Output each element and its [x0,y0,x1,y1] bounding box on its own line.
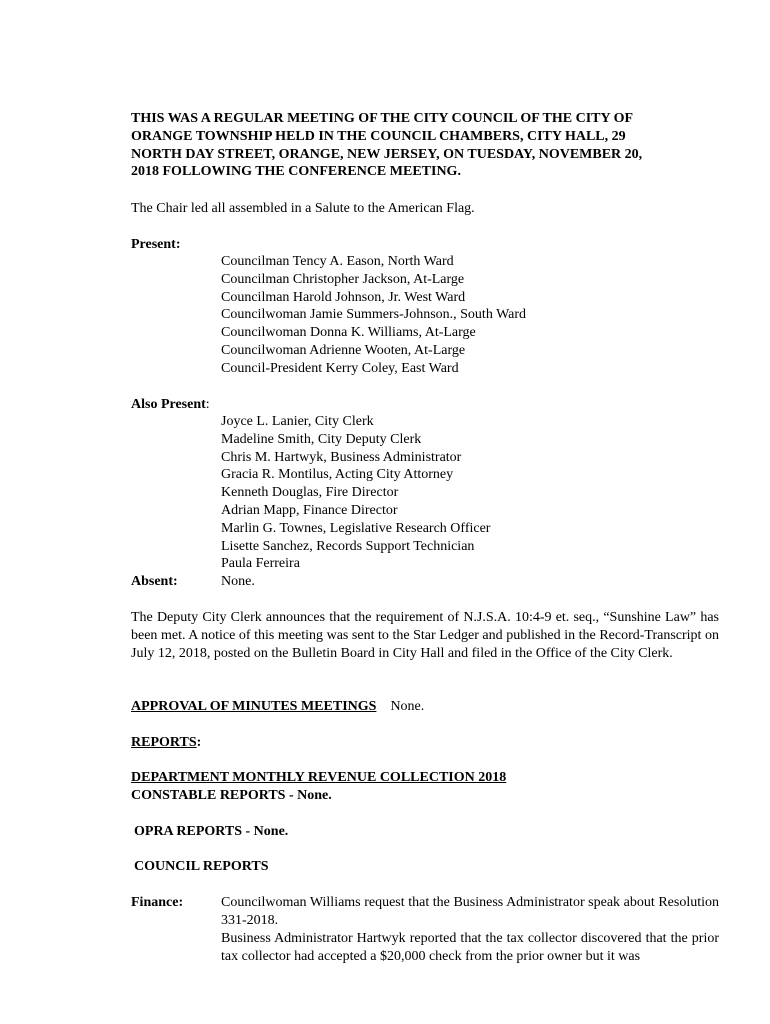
dept-revenue-heading: DEPARTMENT MONTHLY REVENUE COLLECTION 2018 [131,770,507,785]
salute-text: The Chair led all assembled in a Salute to the American Flag. [131,201,475,216]
present-member: Councilwoman Donna K. Williams, At-Large [221,325,476,341]
approval-heading: APPROVAL OF MINUTES MEETINGS [131,699,377,714]
reports-heading [131,734,201,752]
present-member: Council-President Kerry Coley, East Ward [221,360,459,376]
also-present-member: Lisette Sanchez, Records Support Technician [221,538,475,554]
council-reports-heading: COUNCIL REPORTS [134,859,269,874]
approval-value: None. [390,699,425,714]
present-member: Councilman Harold Johnson, Jr. West Ward [221,289,466,305]
present-member: Councilwoman Jamie Summers-Johnson., South Ward [221,307,527,323]
heading-line: 2018 FOLLOWING THE CONFERENCE MEETING. [131,164,461,180]
present-member: Councilwoman Adrienne Wooten, At-Large [221,342,466,358]
meeting-heading [131,110,719,181]
also-present-member: Marlin G. Townes, Legislative Research Officer [221,520,491,536]
present-member: Councilman Tency A. Eason, North Ward [221,254,454,269]
opra-reports: OPRA REPORTS - None. [134,824,289,839]
absent-label: Absent: [131,574,178,589]
heading-line: ORANGE TOWNSHIP HELD IN THE COUNCIL CHAMBERS, CITY HALL, 29 [131,128,626,144]
present-member: Councilman Christopher Jackson, At-Large [221,271,465,287]
also-present-member: Adrian Mapp, Finance Director [221,502,398,518]
also-present-label-text: Also Present [131,397,206,412]
constable-reports: CONSTABLE REPORTS - None. [131,787,332,803]
present-list [221,253,526,378]
also-present-list [221,413,490,573]
sunshine-paragraph: The Deputy City Clerk announces that the requirement of N.J.S.A. 10:4-9 et. seq., “Sunshine Law” has been met. A notice of this meeting was sent to the Star Ledger and published in the Record-Transcript on July 12, 2018, posted on the Bulletin Board in City Hall and filed in the Office of the City Clerk. [131,610,719,661]
dept-revenue-section [131,769,506,805]
also-present-member: Madeline Smith, City Deputy Clerk [221,431,422,447]
also-present-member: Kenneth Douglas, Fire Director [221,485,399,501]
finance-label: Finance: [131,895,184,910]
present-label: Present: [131,237,181,252]
also-present-colon: : [205,397,210,412]
heading-line: THIS WAS A REGULAR MEETING OF THE CITY COUNCIL OF THE CITY OF [131,111,634,126]
reports-label: REPORTS [131,735,197,750]
finance-paragraph-1: Councilwoman Williams request that the Business Administrator speak about Resolution 331-2018. [221,895,719,928]
also-present-member: Chris M. Hartwyk, Business Administrator [221,449,462,465]
also-present-member: Paula Ferreira [221,556,300,572]
reports-colon: : [196,735,202,750]
also-present-member: Gracia R. Montilus, Acting City Attorney [221,467,454,483]
also-present-member: Joyce L. Lanier, City Clerk [221,414,374,429]
absent-value: None. [221,574,255,589]
also-present-label [131,396,210,414]
approval-row [131,698,424,716]
heading-line: NORTH DAY STREET, ORANGE, NEW JERSEY, ON TUESDAY, NOVEMBER 20, [131,146,643,162]
finance-paragraph-2: Business Administrator Hartwyk reported that the tax collector discovered that the prior tax collector had accepted a $20,000 check from the prior owner but it was [221,931,719,964]
